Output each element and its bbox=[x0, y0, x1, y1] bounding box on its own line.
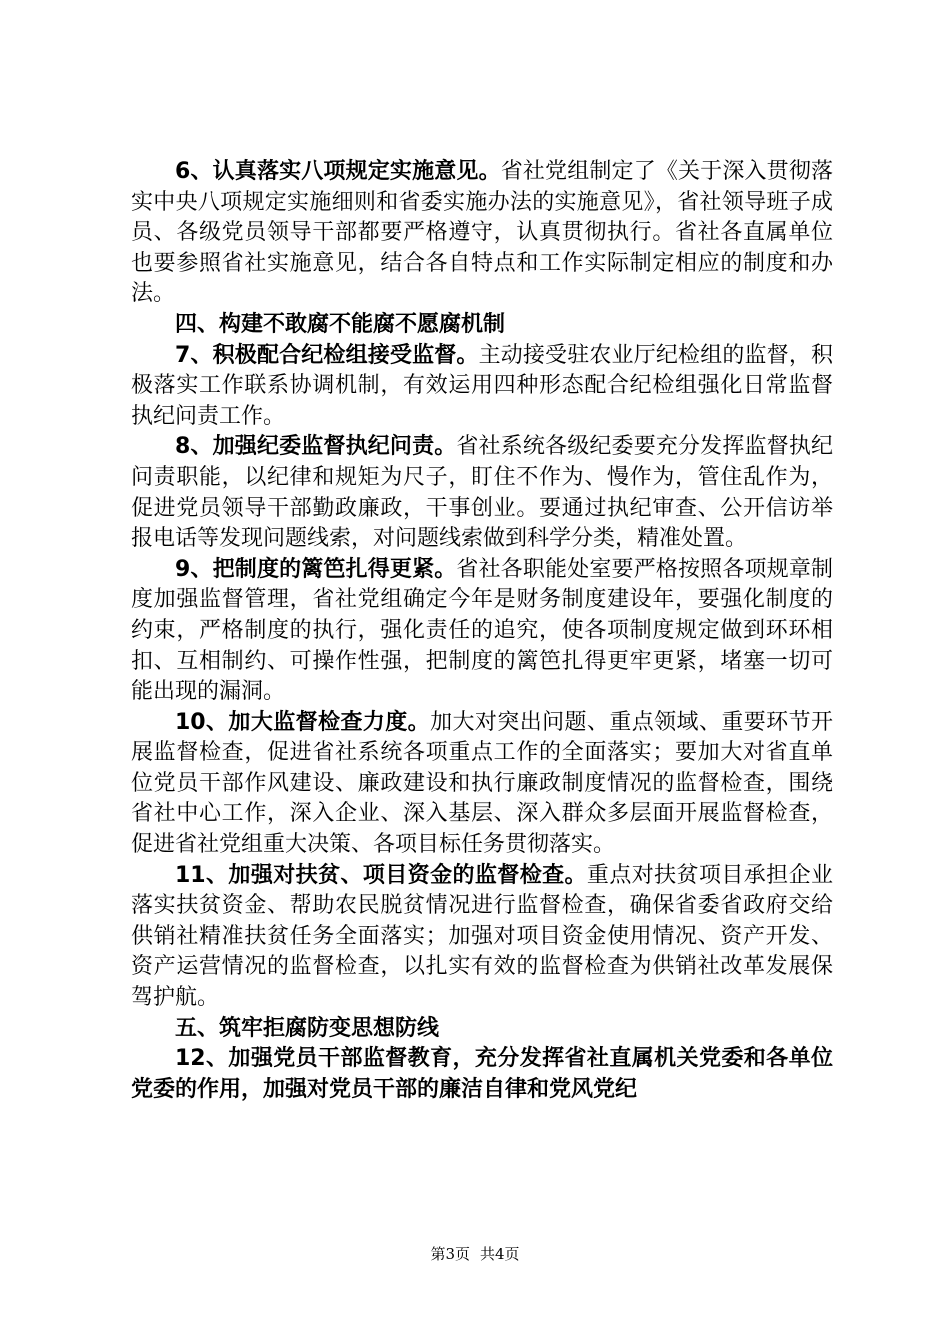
paragraph-8 bbox=[131, 432, 833, 554]
paragraph-lead: 7、积极配合纪检组接受监督。 bbox=[175, 342, 479, 368]
section-heading-4: 四、构建不敢腐不能腐不愿腐机制 bbox=[175, 311, 506, 337]
paragraph-lead: 11、加强对扶贫、项目资金的监督检查。 bbox=[175, 862, 587, 888]
paragraph-11 bbox=[131, 861, 833, 1014]
paragraph-lead: 6、认真落实八项规定实施意见。 bbox=[175, 159, 501, 184]
paragraph-text: 省社系统各级纪委要充分发挥监督执纪问责职能，以纪律和规矩为尺子，盯住不作为、慢作为，管住乱作为，促进党员领导干部勤政廉政，干事创业。要通过执纪审查、公开信访举报电话等发现问题线索，对问题线索做到科学分类，精准处置。 bbox=[131, 434, 833, 552]
paragraph-text: 主动接受驻农业厅纪检组的监督，积极落实工作联系协调机制，有效运用四种形态配合纪检组强化日常监督执纪问责工作。 bbox=[131, 342, 833, 429]
paragraph-lead: 8、加强纪委监督执纪问责。 bbox=[175, 434, 457, 460]
page-total: 共4页 bbox=[480, 1245, 520, 1263]
paragraph-9 bbox=[131, 555, 833, 708]
page-number: 第3页 bbox=[430, 1245, 470, 1263]
paragraph-6 bbox=[131, 157, 833, 310]
paragraph-lead: 10、加大监督检查力度。 bbox=[175, 709, 431, 735]
section-heading-5: 五、筑牢拒腐防变思想防线 bbox=[175, 1015, 440, 1041]
paragraph-7 bbox=[131, 341, 833, 433]
document-body bbox=[131, 157, 833, 1105]
paragraph-lead: 12、加强党员干部监督教育，充分发挥省社直属机关党委和各单位党委的作用，加强对党员干部的廉洁自律和党风党纪 bbox=[131, 1046, 833, 1102]
paragraph-10 bbox=[131, 708, 833, 861]
paragraph-lead: 9、把制度的篱笆扎得更紧。 bbox=[175, 556, 457, 582]
paragraph-text: 加大对突出问题、重点领域、重要环节开展监督检查，促进省社系统各项重点工作的全面落实；要加大对省直单位党员干部作风建设、廉政建设和执行廉政制度情况的监督检查，围绕省社中心工作，深入企业、深入基层、深入群众多层面开展监督检查，促进省社党组重大决策、各项目标任务贯彻落实。 bbox=[131, 709, 833, 858]
page-footer bbox=[0, 1244, 950, 1264]
paragraph-12 bbox=[131, 1044, 833, 1105]
paragraph-text: 省社各职能处室要严格按照各项规章制度加强监督管理，省社党组确定今年是财务制度建设年，要强化制度的约束，严格制度的执行，强化责任的追究，使各项制度规定做到环环相扣、互相制约、可操作性强，把制度的篱笆扎得更牢更紧，堵塞一切可能出现的漏洞。 bbox=[131, 556, 833, 705]
paragraph-text: 省社党组制定了《关于深入贯彻落实中央八项规定实施细则和省委实施办法的实施意见》，省社领导班子成员、各级党员领导干部都要严格遵守，认真贯彻执行。省社各直属单位也要参照省社实施意见，结合各自特点和工作实际制定相应的制度和办法。 bbox=[131, 159, 833, 307]
paragraph-text: 重点对扶贫项目承担企业落实扶贫资金、帮助农民脱贫情况进行监督检查，确保省委省政府交给供销社精准扶贫任务全面落实；加强对项目资金使用情况、资产开发、资产运营情况的监督检查，以扎实有效的监督检查为供销社改革发展保驾护航。 bbox=[131, 862, 833, 1011]
